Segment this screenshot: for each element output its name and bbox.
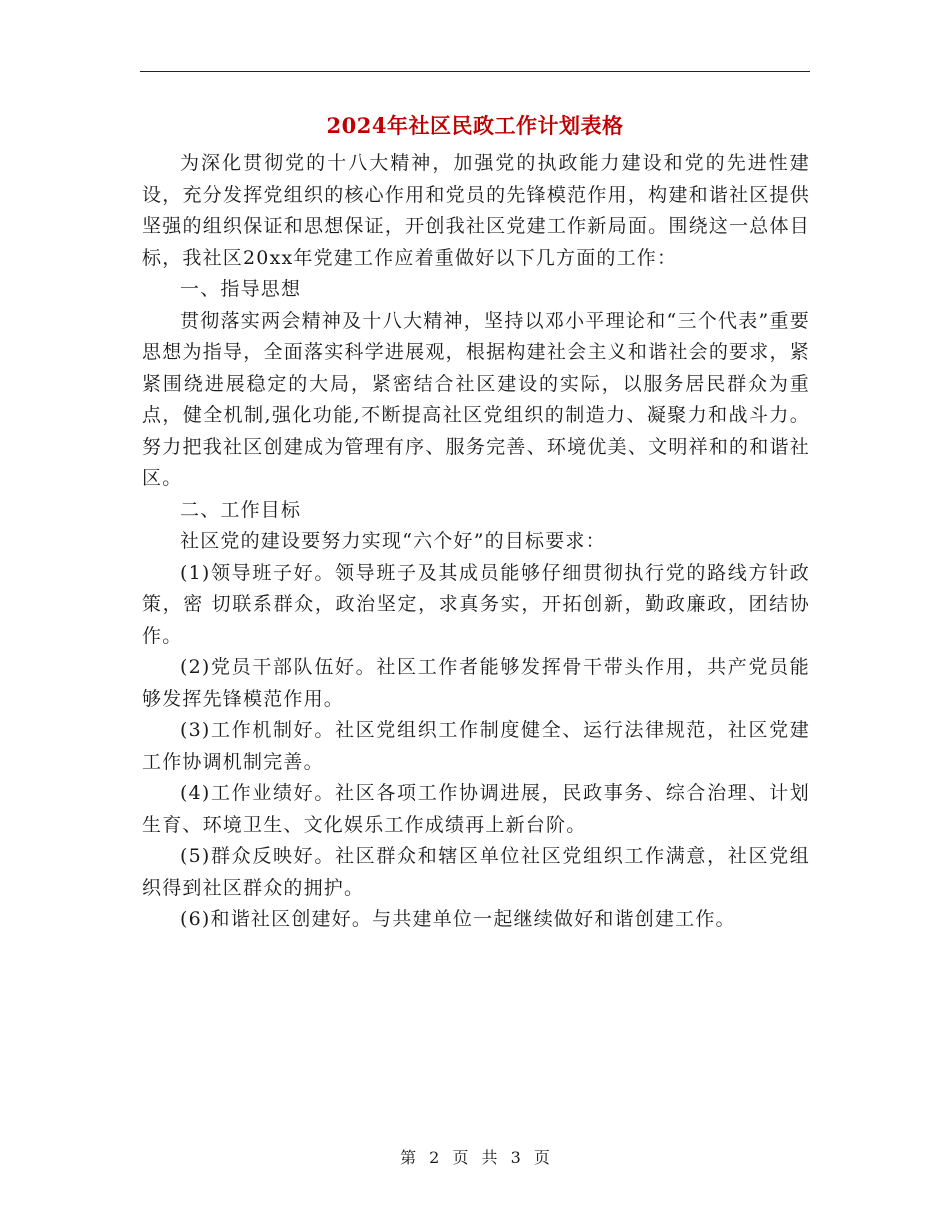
section-heading-work-goals: 二、工作目标 — [180, 498, 302, 521]
goal-item-6: (6)和谐社区创建好。与共建单位一起继续做好和谐创建工作。 — [180, 908, 736, 930]
goal-item-5: (5)群众反映好。社区群众和辖区单位社区党组织工作满意，社区党组织得到社区群众的拥护。 — [142, 845, 810, 899]
document-title: 2024年社区民政工作计划表格 — [326, 113, 624, 138]
document-body — [142, 148, 810, 936]
section-heading-guiding-ideology: 一、指导思想 — [180, 278, 302, 300]
guiding-ideology-paragraph: 贯彻落实两会精神及十八大精神，坚持以邓小平理论和“三个代表”重要思想为指导，全面落实科学进展观，根据构建社会主义和谐社会的要求，紧紧围绕进展稳定的大局，紧密结合社区建设的实际，以服务居民群众为重点，健全机制,强化功能,不断提高社区党组织的制造力、凝聚力和战斗力。努力把我社区创建成为管理有序、服务完善、环境优美、文明祥和的和谐社区。 — [142, 309, 810, 489]
intro-paragraph: 为深化贯彻党的十八大精神，加强党的执政能力建设和党的先进性建设，充分发挥党组织的核心作用和党员的先锋模范作用，构建和谐社区提供坚强的组织保证和思想保证，开创我社区党建工作新局面。围绕这一总体目标，我社区20xx年党建工作应着重做好以下几方面的工作： — [142, 152, 810, 269]
work-goals-intro: 社区党的建设要努力实现“六个好”的目标要求： — [180, 530, 606, 552]
goal-item-4: (4)工作业绩好。社区各项工作协调进展，民政事务、综合治理、计划生育、环境卫生、文化娱乐工作成绩再上新台阶。 — [142, 782, 810, 836]
goal-item-3: (3)工作机制好。社区党组织工作制度健全、运行法律规范，社区党建工作协调机制完善。 — [142, 719, 810, 773]
goal-item-2: (2)党员干部队伍好。社区工作者能够发挥骨干带头作用，共产党员能够发挥先锋模范作用。 — [142, 656, 810, 710]
page-number-footer: 第 2 页 共 3 页 — [400, 1148, 550, 1167]
goal-item-1: (1)领导班子好。领导班子及其成员能够仔细贯彻执行党的路线方针政策，密 切联系群众，政治坚定，求真务实，开拓创新，勤政廉政，团结协作。 — [142, 561, 810, 647]
header-rule — [140, 71, 810, 72]
